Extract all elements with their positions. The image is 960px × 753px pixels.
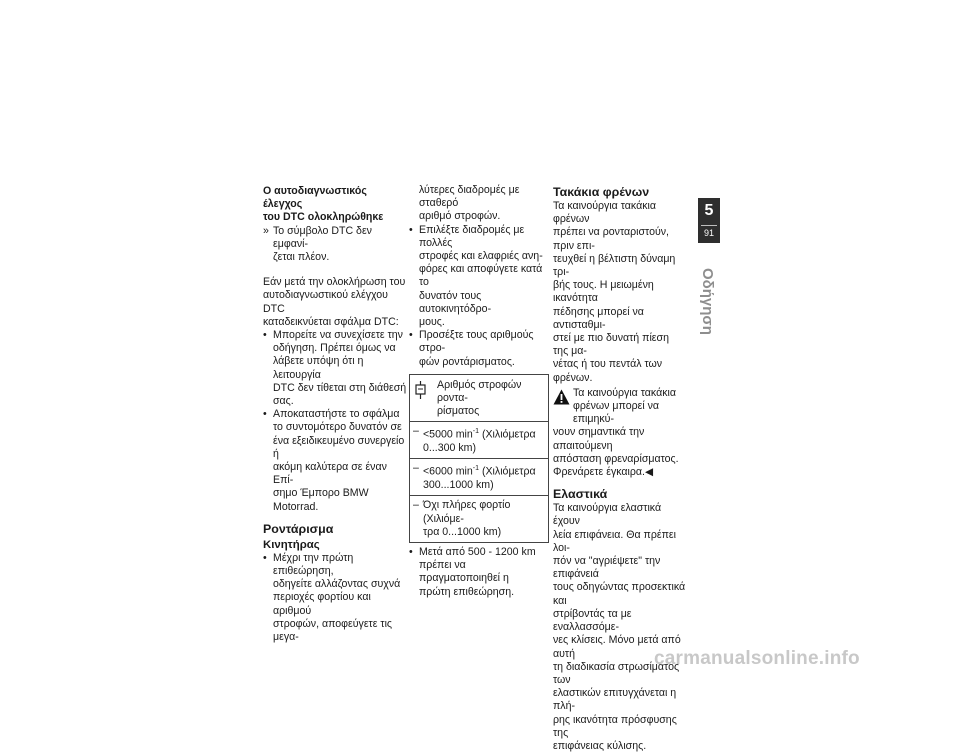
tire-para-line: στρίβοντάς τα με εναλλασσόμε-: [553, 607, 632, 634]
column-2: [409, 184, 549, 599]
rpm-icon: [413, 379, 431, 419]
tire-para-line: λεία επιφάνεια. Θα πρέπει λοι-: [553, 528, 676, 554]
bullet-choose-routes: • Επιλέξτε διαδρομές με πολλές στροφές και ελαφριές ανη- φόρες και αποφύγετε κατά το δυνατόν τους αυτοκινητόδρο- μους.: [409, 224, 549, 330]
table-row: – <6000 $\min^{-1} (X\iota\lambda\iota ό\mu\varepsilon\tau\rho\alpha$ 300...1000 km): [410, 459, 548, 496]
brake-para-line: τευχθεί η βέλτιστη δύναμη τρι-: [553, 252, 676, 279]
continued-line-2: αριθμό στροφών.: [419, 210, 501, 223]
table-row: – Όχι πλήρες φορτίο (Χιλιόμε- τρα 0...1000 km): [413, 499, 511, 538]
bullet-first-inspection: • Μέχρι την πρώτη επιθεώρηση, οδηγείτε αλλάζοντας συχνά περιοχές φορτίου και αριθμού στροφών, αποφεύγετε τις μεγα-: [263, 552, 408, 644]
dtc-heading-line2: του DTC ολοκληρώθηκε: [263, 211, 384, 224]
tire-para-line: ρης ικανότητα πρόσφυσης της: [553, 713, 677, 739]
warning-text-line: νουν σημαντικά την απαιτούμενη: [553, 426, 645, 452]
tire-para-line: νες κλίσεις. Μόνο μετά από αυτή: [553, 634, 681, 660]
brake-warning: Τα καινούργια τακάκια φρένων μπορεί να επιμηκύ-: [553, 387, 687, 427]
brake-para-line: πέδησης μπορεί να αντισταθμι-: [553, 305, 644, 331]
chapter-vertical-title: Οδήγηση: [699, 268, 716, 335]
brake-para-line: νέτας ή του πεντάλ των φρένων.: [553, 358, 663, 384]
end-marker-icon: ◀: [644, 466, 654, 479]
chapter-number: 5: [704, 202, 714, 219]
tire-para-line: ελαστικών επιτυγχάνεται η πλή-: [553, 687, 677, 713]
dtc-error-para-2: αυτοδιαγνωστικού ελέγχου DTC: [263, 289, 388, 315]
dtc-error-para-3: καταδεικνύεται σφάλμα DTC:: [263, 315, 399, 328]
brake-para-line: Τα καινούργια τακάκια φρένων: [553, 200, 656, 226]
table-title-line2: ρίσματος: [437, 405, 480, 418]
table-row: – <5000 $\min^{-1} (X\iota\lambda\iota ό\mu\varepsilon\tau\rho\alpha$ 0...300 km): [410, 422, 548, 459]
tire-para-line: τους οδηγώντας προσεκτικά και: [553, 581, 686, 607]
bullet-inspection-km: • Μετά από 500 - 1200 km πρέπει να πραγματοποιηθεί η πρώτη επιθεώρηση.: [409, 546, 549, 599]
bullet-fix-error: • Αποκαταστήστε το σφάλμα το συντομότερο δυνατόν σε ένα εξειδικευμένο συνεργείο ή ακόμη καλύτερα σε έναν Επί- σημο Έμπορο BMW Motorrad.: [263, 408, 408, 514]
chapter-tab: [698, 198, 720, 243]
subsection-title-engine: Κινητήρας: [263, 538, 320, 551]
column-1: [263, 185, 408, 644]
bullet-continue-driving: • Μπορείτε να συνεχίσετε την οδήγηση. Πρέπει όμως να λάβετε υπόψη ότι η λειτουργία DTC δεν τίθεται στη διάθεσή σας.: [263, 329, 408, 408]
section-title-tires: Ελαστικά: [553, 487, 608, 502]
result-item: » Το σύμβολο DTC δεν εμφανί- ζεται πλέον.: [263, 225, 408, 265]
watermark: carmanualsonline.info: [654, 648, 860, 669]
brake-para-line: στεί με πιο δυνατή πίεση της μα-: [553, 332, 669, 358]
tab-divider: [701, 225, 717, 226]
table-title-line1: Αριθμός στροφών ροντα-: [437, 378, 522, 405]
warning-text-line: Φρενάρετε έγκαιρα.◀: [553, 466, 654, 479]
table-header: [410, 375, 548, 423]
dtc-error-para-1: Εάν μετά την ολοκλήρωση του: [263, 276, 406, 289]
section-title-brake-pads: Τακάκια φρένων: [553, 185, 650, 199]
brake-para-line: βής τους. Η μειωμένη ικανότητα: [553, 279, 654, 305]
brake-para-line: πρέπει να ρονταριστούν, πριν επι-: [553, 226, 670, 252]
page-number: 91: [703, 228, 714, 238]
warning-triangle-icon: [553, 387, 573, 427]
tire-para-line: πόν να "αγριέψετε" την επιφάνειά: [553, 555, 661, 581]
tire-para-line: επιφάνειας κύλισης.: [553, 739, 647, 752]
tire-para-line: Τα καινούργια ελαστικά έχουν: [553, 502, 662, 528]
bullet-observe-rpm: • Προσέξτε τους αριθμούς στρο- φών ροντάρισματος.: [409, 329, 549, 369]
section-title-running-in: Ροντάρισμα: [263, 521, 334, 536]
dtc-heading-line1: Ο αυτοδιαγνωστικός έλεγχος: [263, 185, 367, 211]
warning-text-line: απόσταση φρεναρίσματος.: [553, 452, 679, 465]
continued-line-1: λύτερες διαδρομές με σταθερό: [419, 184, 520, 210]
running-in-rpm-table: [409, 374, 549, 543]
tire-para-line: τη διαδικασία στρωσίματος των: [553, 660, 680, 686]
